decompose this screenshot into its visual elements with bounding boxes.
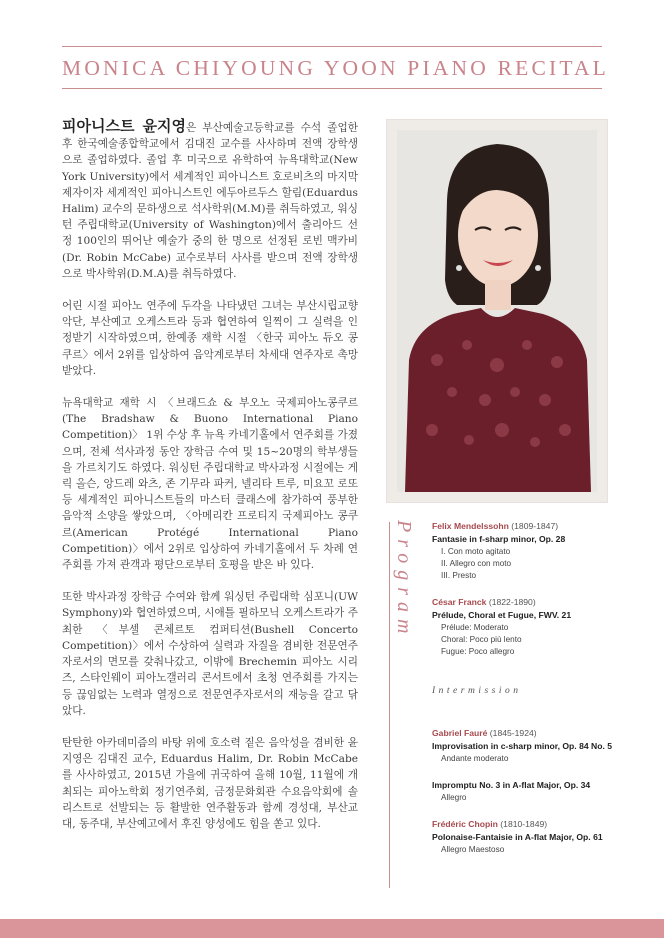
top-rule <box>62 46 602 47</box>
composer-years: (1822-1890) <box>488 597 536 607</box>
composer-years: (1845-1924) <box>489 728 537 738</box>
biography <box>62 118 358 848</box>
movement: II. Allegro con moto <box>441 559 512 568</box>
work-title: Improvisation in c-sharp minor, Op. 84 No. 5 <box>432 741 613 751</box>
movement: Fugue: Poco allegro <box>441 647 515 656</box>
movement: Choral: Poco più lento <box>441 635 522 644</box>
bio-paragraph-1 <box>62 118 358 282</box>
tempo-marking: Andante moderato <box>441 754 509 763</box>
composer-name <box>432 521 632 531</box>
program-entry-mendelssohn <box>432 521 632 580</box>
movement: III. Presto <box>441 571 477 580</box>
title-rule <box>62 88 602 89</box>
bio-paragraph-4: 또한 박사과정 장학금 수여와 함께 워싱턴 주립대학 심포니(UW Symphony)와 협연하였으며, 시애틀 필하모닉 오케스트라가 주최한 〈부셀 콘체르토 컴퍼티션(Bushell Concerto Competition)〉에서 수상하여 실력과 자질을 겸비한 전문연주자로서의 면모를 갖춰나갔고, 이밖에 Brechemin 피아노 시리즈, 스타인웨이 피아노갤러리 콘서트에서 초청 연주회를 가지는 등 끊임없는 노력과 열정으로 전문연주자로서의 재능을 갈고 닦았다. <box>62 591 358 717</box>
program-entry-faure <box>432 728 632 802</box>
composer-name <box>432 597 632 607</box>
composer-label: Gabriel Fauré <box>432 728 488 738</box>
work-title: Polonaise-Fantaisie in A-flat Major, Op. 61 <box>432 832 603 842</box>
portrait-frame <box>386 119 608 503</box>
composer-name <box>432 728 632 738</box>
intermission-label: Intermission <box>432 686 522 696</box>
program-divider <box>389 522 390 888</box>
bio-paragraph-3: 뉴욕대학교 재학 시 〈브래드쇼 & 부오노 국제피아노콩쿠르(The Bradshaw & Buono International Piano Competition)〉 1위 수상 후 뉴욕 카네기홀에서 연주회를 가졌으며, 전체 석사과정 동안 장학금 수여 및 15~20명의 학부생들을 가르치기도 하였다. 워싱턴 주립대학교 박사과정 시절에는 게릭 올슨, 앙드레 와츠, 존 기무라 파커, 넬리타 트루, 미요꼬 로또 등 세계적인 피아니스트들의 마스터 클래스에 참가하여 풍부한 음악적 소양을 쌓았으며, 〈아메리칸 프로티지 국제피아노 콩쿠르(American Protégé International Piano Competition)〉에서 2위로 입상하여 카네기홀에서 두 차례 연주회를 가져 관객과 평단으로부터 호평을 받은 바 있다. <box>62 397 358 572</box>
portrait-photo <box>397 130 597 492</box>
bio-paragraph-1-text: 은 부산예술고등학교를 수석 졸업한 후 한국예술종합학교에서 김대진 교수를 사사하며 전액 장학생으로 졸업하였다. 졸업 후 미국으로 유학하여 뉴욕대학교(New York University)에서 세계적인 피아니스트 호로비츠의 마지막 제자이자 세계적인 피아니스트인 에두아르두스 할림(Eduardus Halim) 교수의 문하생으로 석사학위(M.M)를 취득하였고, 워싱턴 주립대학교(University of Washington)에서 출리아드 선정 100인의 뛰어난 예술가 중의 한 명으로 선정된 로빈 맥카비(Dr. Robin McCabe) 교수로부터 사사를 받으며 전액 장학생으로 박사학위(D.M.A)를 취득하였다. <box>62 122 358 280</box>
movement: Prélude: Moderato <box>441 623 509 632</box>
page-title: MONICA CHIYOUNG YOON PIANO RECITAL <box>62 56 610 80</box>
work-title: Prélude, Choral et Fugue, FWV. 21 <box>432 610 572 620</box>
program-heading: Program <box>393 520 415 641</box>
composer-label: Felix Mendelssohn <box>432 521 509 531</box>
bio-paragraph-2: 어린 시절 피아노 연주에 두각을 나타냈던 그녀는 부산시립교향악단, 부산예고 오케스트라 등과 협연하여 일찍이 그 실력을 인정받기 시작하였으며, 한예종 재학 시절 〈한국 피아노 듀오 콩쿠르〉에서 2위를 입상하여 음악계로부터 차세대 연주자로 촉망받았다. <box>62 300 358 377</box>
work-title: Impromptu No. 3 in A-flat Major, Op. 34 <box>432 780 591 790</box>
composer-label: Frédéric Chopin <box>432 819 498 829</box>
composer-label: César Franck <box>432 597 487 607</box>
footer-bar <box>0 919 664 938</box>
program-entry-franck <box>432 597 632 656</box>
tempo-marking: Allegro Maestoso <box>441 845 505 854</box>
composer-name <box>432 819 632 829</box>
work-title: Fantasie in f-sharp minor, Op. 28 <box>432 534 566 544</box>
bio-paragraph-5: 탄탄한 아카데미즘의 바탕 위에 호소력 짙은 음악성을 겸비한 윤지영은 김대진 교수, Eduardus Halim, Dr. Robin McCabe를 사사하였고, 2015년 가을에 귀국하여 올해 10월, 11월에 개최되는 피아노학회 정기연주회, 금정문화회관 수요음악회에 솔리스트로 선발되는 등 활발한 연주활동과 함께 경성대, 부산교대, 동주대, 부산예고에서 후진 양성에도 힘을 쏟고 있다. <box>62 736 358 830</box>
program-entry-chopin <box>432 819 632 854</box>
portrait-illustration <box>397 130 597 492</box>
movement: I. Con moto agitato <box>441 547 511 556</box>
program-list <box>432 521 632 854</box>
composer-years: (1809-1847) <box>511 521 559 531</box>
tempo-marking: Allegro <box>441 793 467 802</box>
pianist-name: 피아니스트 윤지영 <box>62 117 186 135</box>
composer-years: (1810-1849) <box>500 819 548 829</box>
